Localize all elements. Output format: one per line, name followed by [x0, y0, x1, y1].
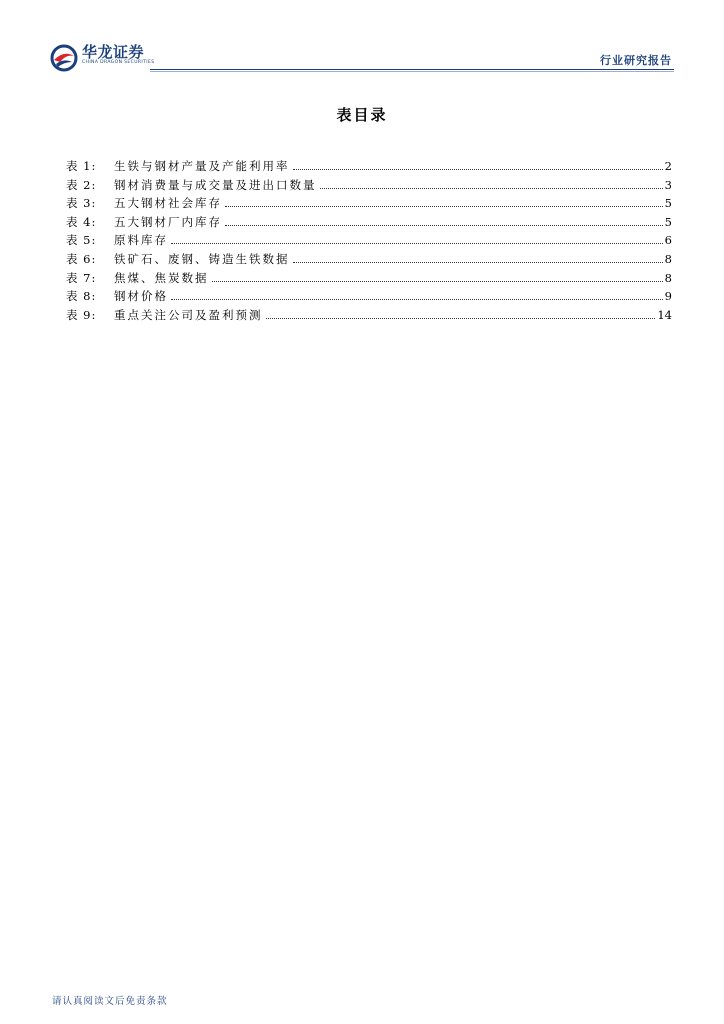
- company-name-en: CHINA DRAGON SECURITIES: [82, 60, 155, 65]
- toc-item[interactable]: [66, 195, 672, 214]
- toc-item-text: 钢材消费量与成交量及进出口数量: [114, 177, 317, 192]
- toc-item-page: 5: [664, 214, 672, 229]
- toc-item-text: 原料库存: [114, 233, 168, 248]
- toc-item[interactable]: [66, 214, 672, 233]
- toc-item-page: 8: [664, 251, 672, 266]
- toc-leader-dots: [293, 169, 663, 170]
- toc-leader-dots: [225, 206, 663, 207]
- toc-item[interactable]: [66, 288, 672, 307]
- toc-item-page: 14: [657, 307, 672, 322]
- header-divider: [150, 69, 674, 70]
- toc-item-label: 表 1:: [66, 159, 97, 173]
- page-header: [50, 40, 674, 72]
- toc-item-page: 2: [664, 159, 672, 173]
- toc-item-label: 表 2:: [66, 177, 97, 192]
- toc-leader-dots: [225, 225, 663, 226]
- toc-item-text: 铁矿石、废钢、铸造生铁数据: [114, 251, 290, 266]
- toc-item-text: 钢材价格: [114, 289, 168, 304]
- toc-item-label: 表 5:: [66, 233, 97, 248]
- table-of-contents: [66, 158, 672, 325]
- toc-item[interactable]: [66, 251, 672, 270]
- toc-leader-dots: [171, 299, 663, 300]
- toc-item-label: 表 8:: [66, 289, 97, 304]
- disclaimer-footer: 请认真阅读文后免责条款: [52, 996, 168, 1007]
- page-title: 表目录: [336, 106, 388, 124]
- toc-leader-dots: [212, 281, 663, 282]
- toc-item-text: 生铁与钢材产量及产能利用率: [114, 159, 290, 173]
- toc-item-label: 表 6:: [66, 251, 97, 266]
- toc-item-text: 重点关注公司及盈利预测: [114, 307, 263, 322]
- company-name-cn: 华龙证券: [82, 43, 145, 61]
- company-logo: [50, 44, 155, 72]
- toc-item-page: 9: [664, 289, 672, 304]
- toc-item-label: 表 9:: [66, 307, 97, 322]
- header-divider-secondary: [150, 71, 674, 72]
- toc-item[interactable]: [66, 307, 672, 326]
- toc-item[interactable]: [66, 232, 672, 251]
- toc-item[interactable]: [66, 270, 672, 289]
- toc-item-label: 表 7:: [66, 270, 97, 285]
- toc-item-page: 8: [664, 270, 672, 285]
- toc-leader-dots: [293, 262, 663, 263]
- toc-item[interactable]: [66, 158, 672, 177]
- toc-leader-dots: [171, 243, 663, 244]
- dragon-logo-icon: [50, 44, 78, 72]
- toc-leader-dots: [320, 188, 663, 189]
- report-type: 行业研究报告: [600, 54, 672, 67]
- toc-item-page: 5: [664, 196, 672, 211]
- toc-item-text: 五大钢材厂内库存: [114, 214, 222, 229]
- toc-item-text: 五大钢材社会库存: [114, 196, 222, 211]
- toc-item-label: 表 3:: [66, 196, 97, 211]
- toc-leader-dots: [266, 318, 656, 319]
- toc-item-label: 表 4:: [66, 214, 97, 229]
- toc-item[interactable]: [66, 177, 672, 196]
- toc-item-text: 焦煤、焦炭数据: [114, 270, 209, 285]
- toc-item-page: 3: [664, 177, 672, 192]
- toc-item-page: 6: [664, 233, 672, 248]
